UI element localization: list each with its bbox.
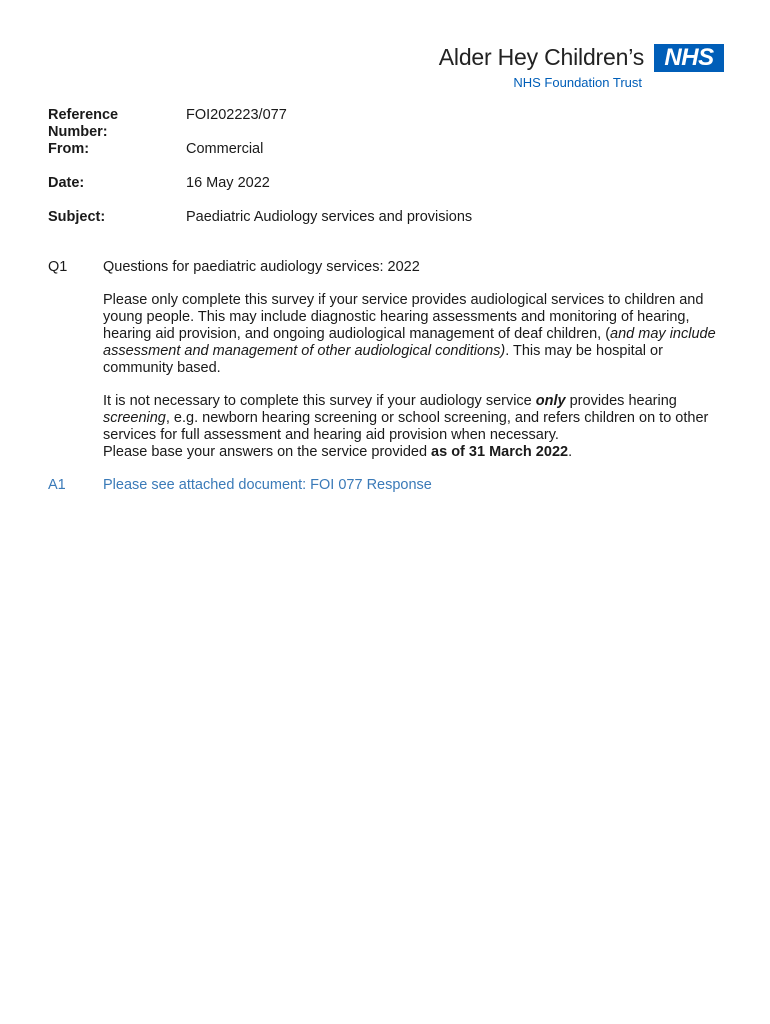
- from-value: Commercial: [186, 141, 264, 157]
- reference-label: Reference Number:: [48, 107, 119, 140]
- from-label: From:: [48, 141, 90, 157]
- answer-number: A1: [48, 477, 66, 493]
- nhs-logo-text: NHS: [664, 44, 714, 71]
- answer-text: Please see attached document: FOI 077 Response: [103, 477, 432, 493]
- reference-value: FOI202223/077: [186, 107, 287, 123]
- nhs-logo-icon: [654, 44, 724, 72]
- subject-label: Subject:: [48, 209, 106, 225]
- question-number: Q1: [48, 259, 68, 275]
- reference-row: [48, 107, 738, 141]
- subject-value: Paediatric Audiology services and provisions: [186, 209, 473, 225]
- answer-block: [48, 477, 728, 494]
- org-subtitle: NHS Foundation Trust: [513, 75, 642, 90]
- date-value: 16 May 2022: [186, 175, 270, 191]
- question-answer-section: [48, 259, 728, 494]
- question-paragraph-2: It is not necessary to complete this survey if your audiology service only provides hearing screening, e.g. newborn hearing screening or school screening, and refers children on to other services for full assessment and hearing aid provision when necessary.: [103, 393, 709, 443]
- question-heading: Questions for paediatric audiology services: 2022: [103, 259, 420, 275]
- question-paragraph-3: Please base your answers on the service provided as of 31 March 2022.: [103, 444, 573, 460]
- trust-logo: [414, 42, 724, 92]
- from-row: [48, 141, 738, 158]
- subject-row: [48, 209, 738, 226]
- question-block: [48, 259, 728, 477]
- document-metadata: [48, 107, 738, 226]
- date-label: Date:: [48, 175, 85, 191]
- date-row: [48, 175, 738, 192]
- question-paragraph-1: Please only complete this survey if your service provides audiological services to children and young people. This may include diagnostic hearing assessments and monitoring of hearing, hearing aid provision, and ongoing audiological management of deaf children, (and may include assessment and management of other audiological conditions). This may be hospital or community based.: [103, 292, 716, 376]
- org-name: Alder Hey Children’s: [438, 44, 644, 70]
- question-body: [103, 259, 728, 477]
